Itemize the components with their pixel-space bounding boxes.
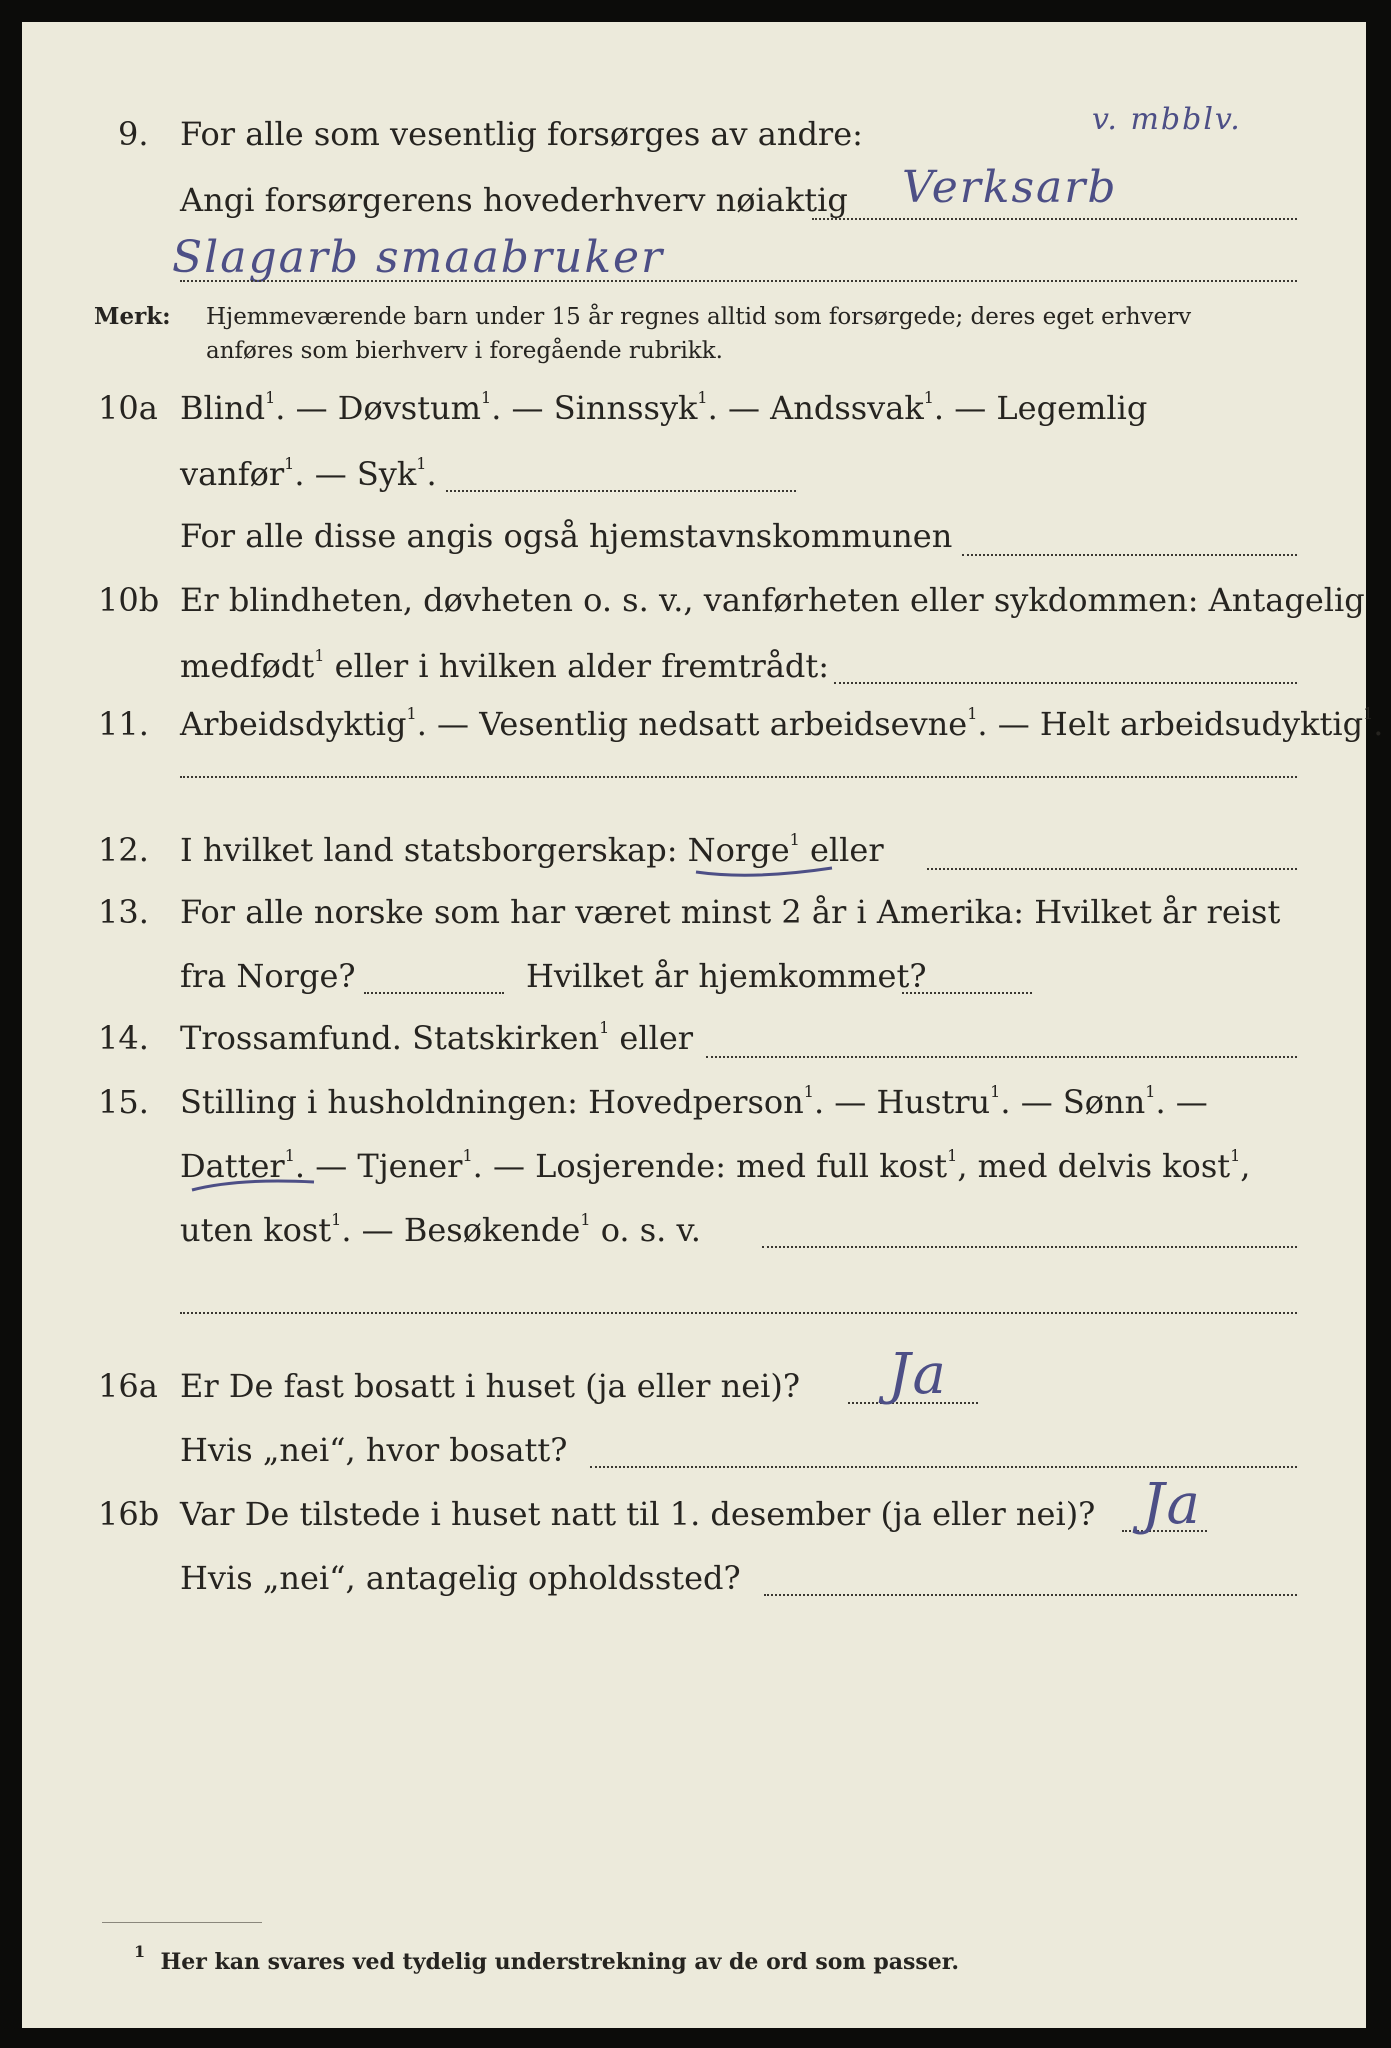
q14-line: Trossamfund. Statskirken$^1$ eller: [180, 1018, 694, 1057]
opt-blind: Blind: [180, 389, 266, 427]
q10b-number: 10b: [98, 581, 160, 619]
q12-option-norge: Norge: [687, 831, 790, 869]
q13-hjemkommet-line: [902, 992, 1032, 994]
q10b-line2: medfødt$^1$ eller i hvilken alder fremtrådt:: [180, 646, 830, 685]
q16b-line1: Var De tilstede i huset natt til 1. desember (ja eller nei)?: [180, 1495, 1096, 1533]
footnote: $^1$ Her kan svares ved tydelig understrekning av de ord som passer.: [134, 1941, 960, 1975]
q13-reist-line: [364, 992, 504, 994]
opt-legemlig: Legemlig: [996, 389, 1148, 427]
q10a-line2: vanfør$^1$. — Syk$^1$.: [180, 454, 437, 493]
q10b-line1: Er blindheten, døvheten o. s. v., vanførheten eller sykdommen: Antagelig: [180, 581, 1365, 619]
q16a-handwritten-answer: Ja: [888, 1342, 948, 1407]
q14-number: 14.: [98, 1019, 149, 1057]
q15-answer-line: [762, 1246, 1297, 1248]
q15-line2: Datter$^1$. — Tjener$^1$. — Losjerende: med full kost$^1$, med delvis kost$^1$,: [180, 1146, 1251, 1185]
q15-answer-line-2: [180, 1312, 1297, 1314]
q16b-handwritten-answer: Ja: [1142, 1472, 1202, 1537]
opt-dovstum: Døvstum: [337, 389, 482, 427]
q9-handwritten-occupation: Verksarb: [902, 162, 1118, 213]
q16b-opholdssted-line: [764, 1594, 1297, 1596]
q13-line2b: Hvilket år hjemkommet?: [526, 957, 927, 995]
merk-line2: anføres som bierhverv i foregående rubrikk.: [206, 338, 723, 364]
q12-number: 12.: [98, 831, 149, 869]
q10a-number: 10a: [98, 389, 158, 427]
q15-pencil-underline: [188, 1174, 328, 1198]
q10a-hjemstavn-line: [962, 554, 1297, 556]
opt-sinnssyk: Sinnssyk: [553, 389, 698, 427]
q14-answer-line: [706, 1056, 1297, 1058]
census-form-page: [22, 22, 1384, 2028]
q13-number: 13.: [98, 893, 149, 931]
footnote-rule: [102, 1922, 262, 1923]
q15-line3: uten kost$^1$. — Besøkende$^1$ o. s. v.: [180, 1210, 701, 1249]
q16a-line2: Hvis „nei“, hvor bosatt?: [180, 1431, 568, 1469]
q9-handwritten-note: v. mbblv.: [1092, 102, 1242, 137]
q10a-line3: For alle disse angis også hjemstavnskommunen: [180, 517, 953, 555]
q16a-bosatt-line: [590, 1466, 1297, 1468]
q11-number: 11.: [98, 705, 149, 743]
q9-answer-line-2: [180, 280, 1297, 282]
q9-number: 9.: [118, 115, 149, 153]
q10a-answer-line: [446, 490, 796, 492]
q15-option-datter: Datter: [180, 1147, 285, 1185]
q15-line1: Stilling i husholdningen: Hovedperson$^1$. — Hustru$^1$. — Sønn$^1$. —: [180, 1082, 1208, 1121]
q14-option-statskirken: Statskirken: [412, 1019, 600, 1057]
q9-text-line1: For alle som vesentlig forsørges av andre:: [180, 115, 863, 153]
q11-line: Arbeidsdyktig$^1$. — Vesentlig nedsatt arbeidsevne$^1$. — Helt arbeidsudyktig$^1$.: [180, 704, 1384, 743]
q16b-line2: Hvis „nei“, antagelig opholdssted?: [180, 1559, 741, 1597]
merk-line1: Hjemmeværende barn under 15 år regnes alltid som forsørgede; deres eget erhverv: [206, 304, 1192, 330]
q11-answer-line: [180, 776, 1297, 778]
q15-number: 15.: [98, 1083, 149, 1121]
q13-line2a: fra Norge?: [180, 957, 356, 995]
merk-label: Merk:: [94, 303, 171, 330]
q10b-answer-line: [834, 682, 1297, 684]
q16a-line1: Er De fast bosatt i huset (ja eller nei)?: [180, 1367, 801, 1405]
q12-answer-line: [927, 868, 1297, 870]
q13-line1: For alle norske som har været minst 2 år i Amerika: Hvilket år reist: [180, 893, 1281, 931]
q9-answer-line: [812, 218, 1297, 220]
q16a-number: 16a: [98, 1367, 158, 1405]
q10a-line1: Blind$^1$. — Døvstum$^1$. — Sinnssyk$^1$. — Andssvak$^1$. — Legemlig: [180, 388, 1148, 427]
opt-andssvak: Andssvak: [770, 389, 924, 427]
q16b-number: 16b: [98, 1495, 160, 1533]
q9-text-line2: Angi forsørgerens hovederhverv nøiaktig: [180, 181, 848, 219]
q12-line: I hvilket land statsborgerskap: Norge$^1$ eller: [180, 830, 884, 869]
q9-handwritten-occupation-cont: Slagarb smaabruker: [172, 232, 665, 283]
q12-pencil-underline: [692, 860, 842, 880]
